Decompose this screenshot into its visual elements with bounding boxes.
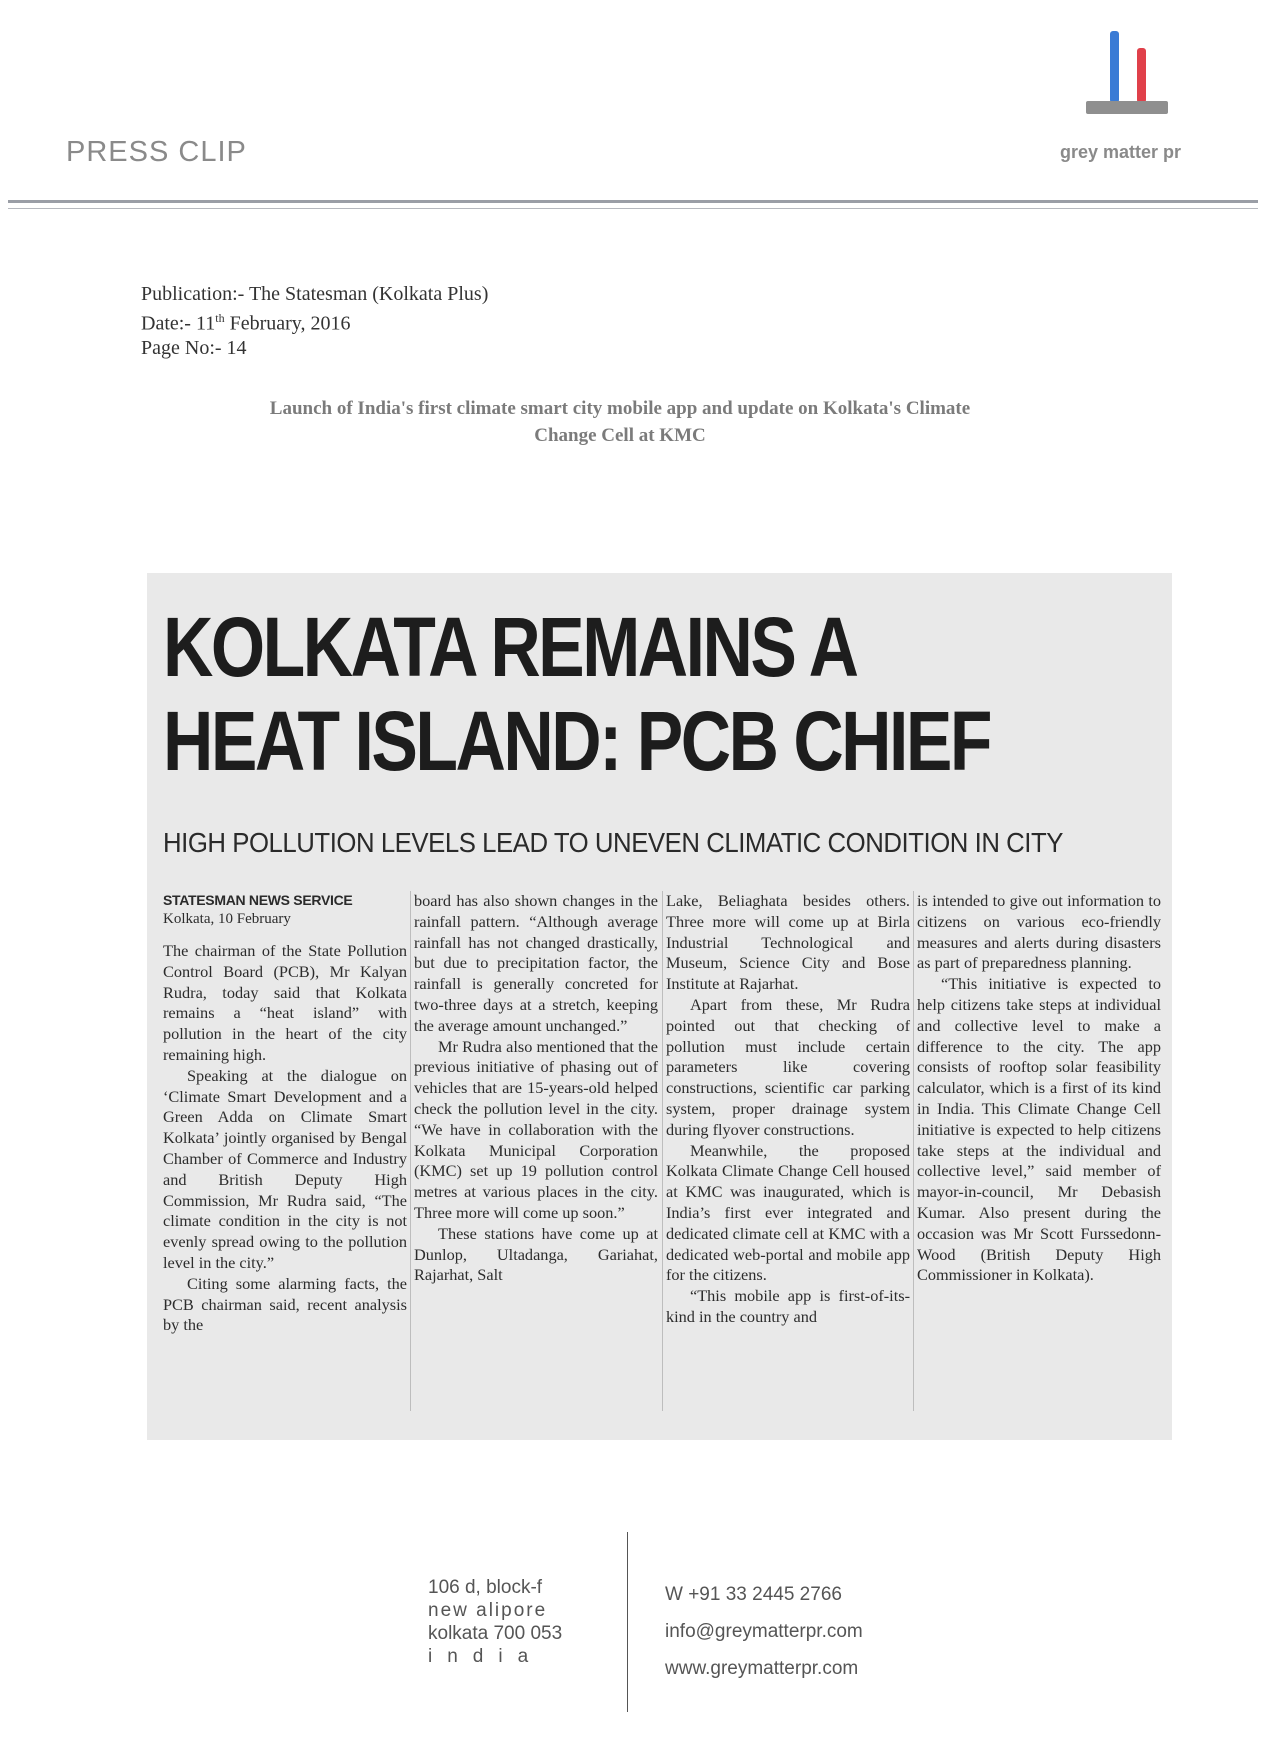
- press-clip-label: PRESS CLIP: [66, 136, 247, 168]
- article-column-2: [414, 891, 658, 1286]
- phone-number: W +91 33 2445 2766: [665, 1584, 842, 1605]
- paragraph: Lake, Beliaghata besides others. Three more will come up at Birla Industrial Technological and Museum, Science City and Bose Institute at Rajarhat.: [666, 891, 910, 994]
- clip-title-line1: Launch of India's first climate smart city mobile app and update on Kolkata's Climate: [269, 398, 971, 419]
- paragraph: board has also shown changes in the rainfall pattern. “Although average rainfall has not changed drastically, but due to precipitation factor, the rainfall is generally concreted for two-three days at a stretch, keeping the average amount unchanged.”: [414, 891, 658, 1035]
- column-divider: [662, 891, 663, 1411]
- clip-title: [160, 395, 1080, 449]
- address-line: kolkata 700 053: [428, 1623, 563, 1644]
- dateline: Kolkata, 10 February: [163, 911, 291, 927]
- date-suffix-sup: th: [215, 311, 225, 325]
- paragraph: Meanwhile, the proposed Kolkata Climate Change Cell housed at KMC was inaugurated, which is India’s first ever integrated and dedicated climate cell at KMC with a dedicated web-portal and mobile app for the citizens.: [666, 1140, 910, 1285]
- paragraph: The chairman of the State Pollution Control Board (PCB), Mr Kalyan Rudra, today said that Kolkata remains a “heat island” with pollution in the heart of the city remaining high.: [163, 941, 407, 1064]
- paragraph: Mr Rudra also mentioned that the previous initiative of phasing out of vehicles that are 15-years-old helped check the pollution level in the city. “We have in collaboration with the Kolkata Municipal Corporation (KMC) set up 19 pollution control metres at various places in the city. Three more will come up soon.”: [414, 1036, 658, 1222]
- article-column-4: [917, 891, 1161, 1286]
- website-link[interactable]: www.greymatterpr.com: [665, 1658, 859, 1679]
- article-column-3: [666, 891, 910, 1328]
- byline: STATESMAN NEWS SERVICE: [163, 892, 353, 908]
- article-column-1: [163, 891, 407, 1336]
- newspaper-clipping: [147, 573, 1172, 1440]
- footer-divider: [627, 1532, 628, 1712]
- column-divider: [410, 891, 411, 1411]
- paragraph: Citing some alarming facts, the PCB chairman said, recent analysis by the: [163, 1273, 407, 1335]
- paragraph: These stations have come up at Dunlop, Ultadanga, Gariahat, Rajarhat, Salt: [414, 1223, 658, 1285]
- paragraph: “This initiative is expected to help citizens take steps at individual and collective level to make a difference to the city. The app consists of rooftop solar feasibility calculator, which is a first of its kind in India. This Climate Change Cell initiative is expected to help citizens take steps at the individual and collective level,” said member of mayor-in-council, Mr Debasish Kumar. Also present during the occasion was Mr Scott Furssedonn-Wood (British Deputy High Commissioner in Kolkata).: [917, 974, 1161, 1285]
- headline-line2: HEAT ISLAND: PCB CHIEF: [163, 694, 991, 788]
- address-line: new alipore: [428, 1600, 548, 1621]
- publication-line: Publication:- The Statesman (Kolkata Plus): [141, 283, 489, 305]
- header-rule-thin: [8, 208, 1258, 209]
- email-link[interactable]: info@greymatterpr.com: [665, 1621, 863, 1642]
- paragraph: Apart from these, Mr Rudra pointed out that checking of pollution must include certain parameters like covering constructions, scientific car parking system, proper drainage system during flyover constructions.: [666, 994, 910, 1139]
- company-logo: [1040, 28, 1210, 168]
- article-subheadline: HIGH POLLUTION LEVELS LEAD TO UNEVEN CLIMATIC CONDITION IN CITY: [163, 827, 1063, 858]
- paragraph: “This mobile app is first-of-its-kind in the country and: [666, 1286, 910, 1326]
- page-line: Page No:- 14: [141, 336, 247, 359]
- headline-line1: KOLKATA REMAINS A: [163, 600, 857, 694]
- date-line: [141, 306, 488, 336]
- address-line: 106 d, block-f: [428, 1577, 543, 1598]
- header-rule: [8, 200, 1258, 203]
- paragraph: is intended to give out information to citizens on various eco-friendly measures and alerts during disasters as part of preparedness planning.: [917, 891, 1161, 973]
- address-line: india: [428, 1646, 544, 1667]
- footer-contact: [665, 1576, 863, 1687]
- clip-title-line2: Change Cell at KMC: [534, 425, 706, 446]
- logo-text: grey matter pr: [1060, 142, 1182, 162]
- paragraph: Speaking at the dialogue on ‘Climate Smart Development and a Green Adda on Climate Smart Kolkata’ jointly organised by Bengal Chamber of Commerce and Industry and British Deputy High Commission, Mr Rudra said, “The climate condition in the city is not evenly spread owing to the pollution level in the city.”: [163, 1065, 407, 1272]
- article-headline: [163, 600, 993, 788]
- column-divider: [913, 891, 914, 1411]
- publication-info: [141, 282, 488, 360]
- date-prefix: Date:- 11: [141, 312, 216, 335]
- footer-address: [428, 1576, 588, 1668]
- grey-matter-logo-icon: [1082, 28, 1172, 128]
- date-rest: February, 2016: [224, 312, 351, 335]
